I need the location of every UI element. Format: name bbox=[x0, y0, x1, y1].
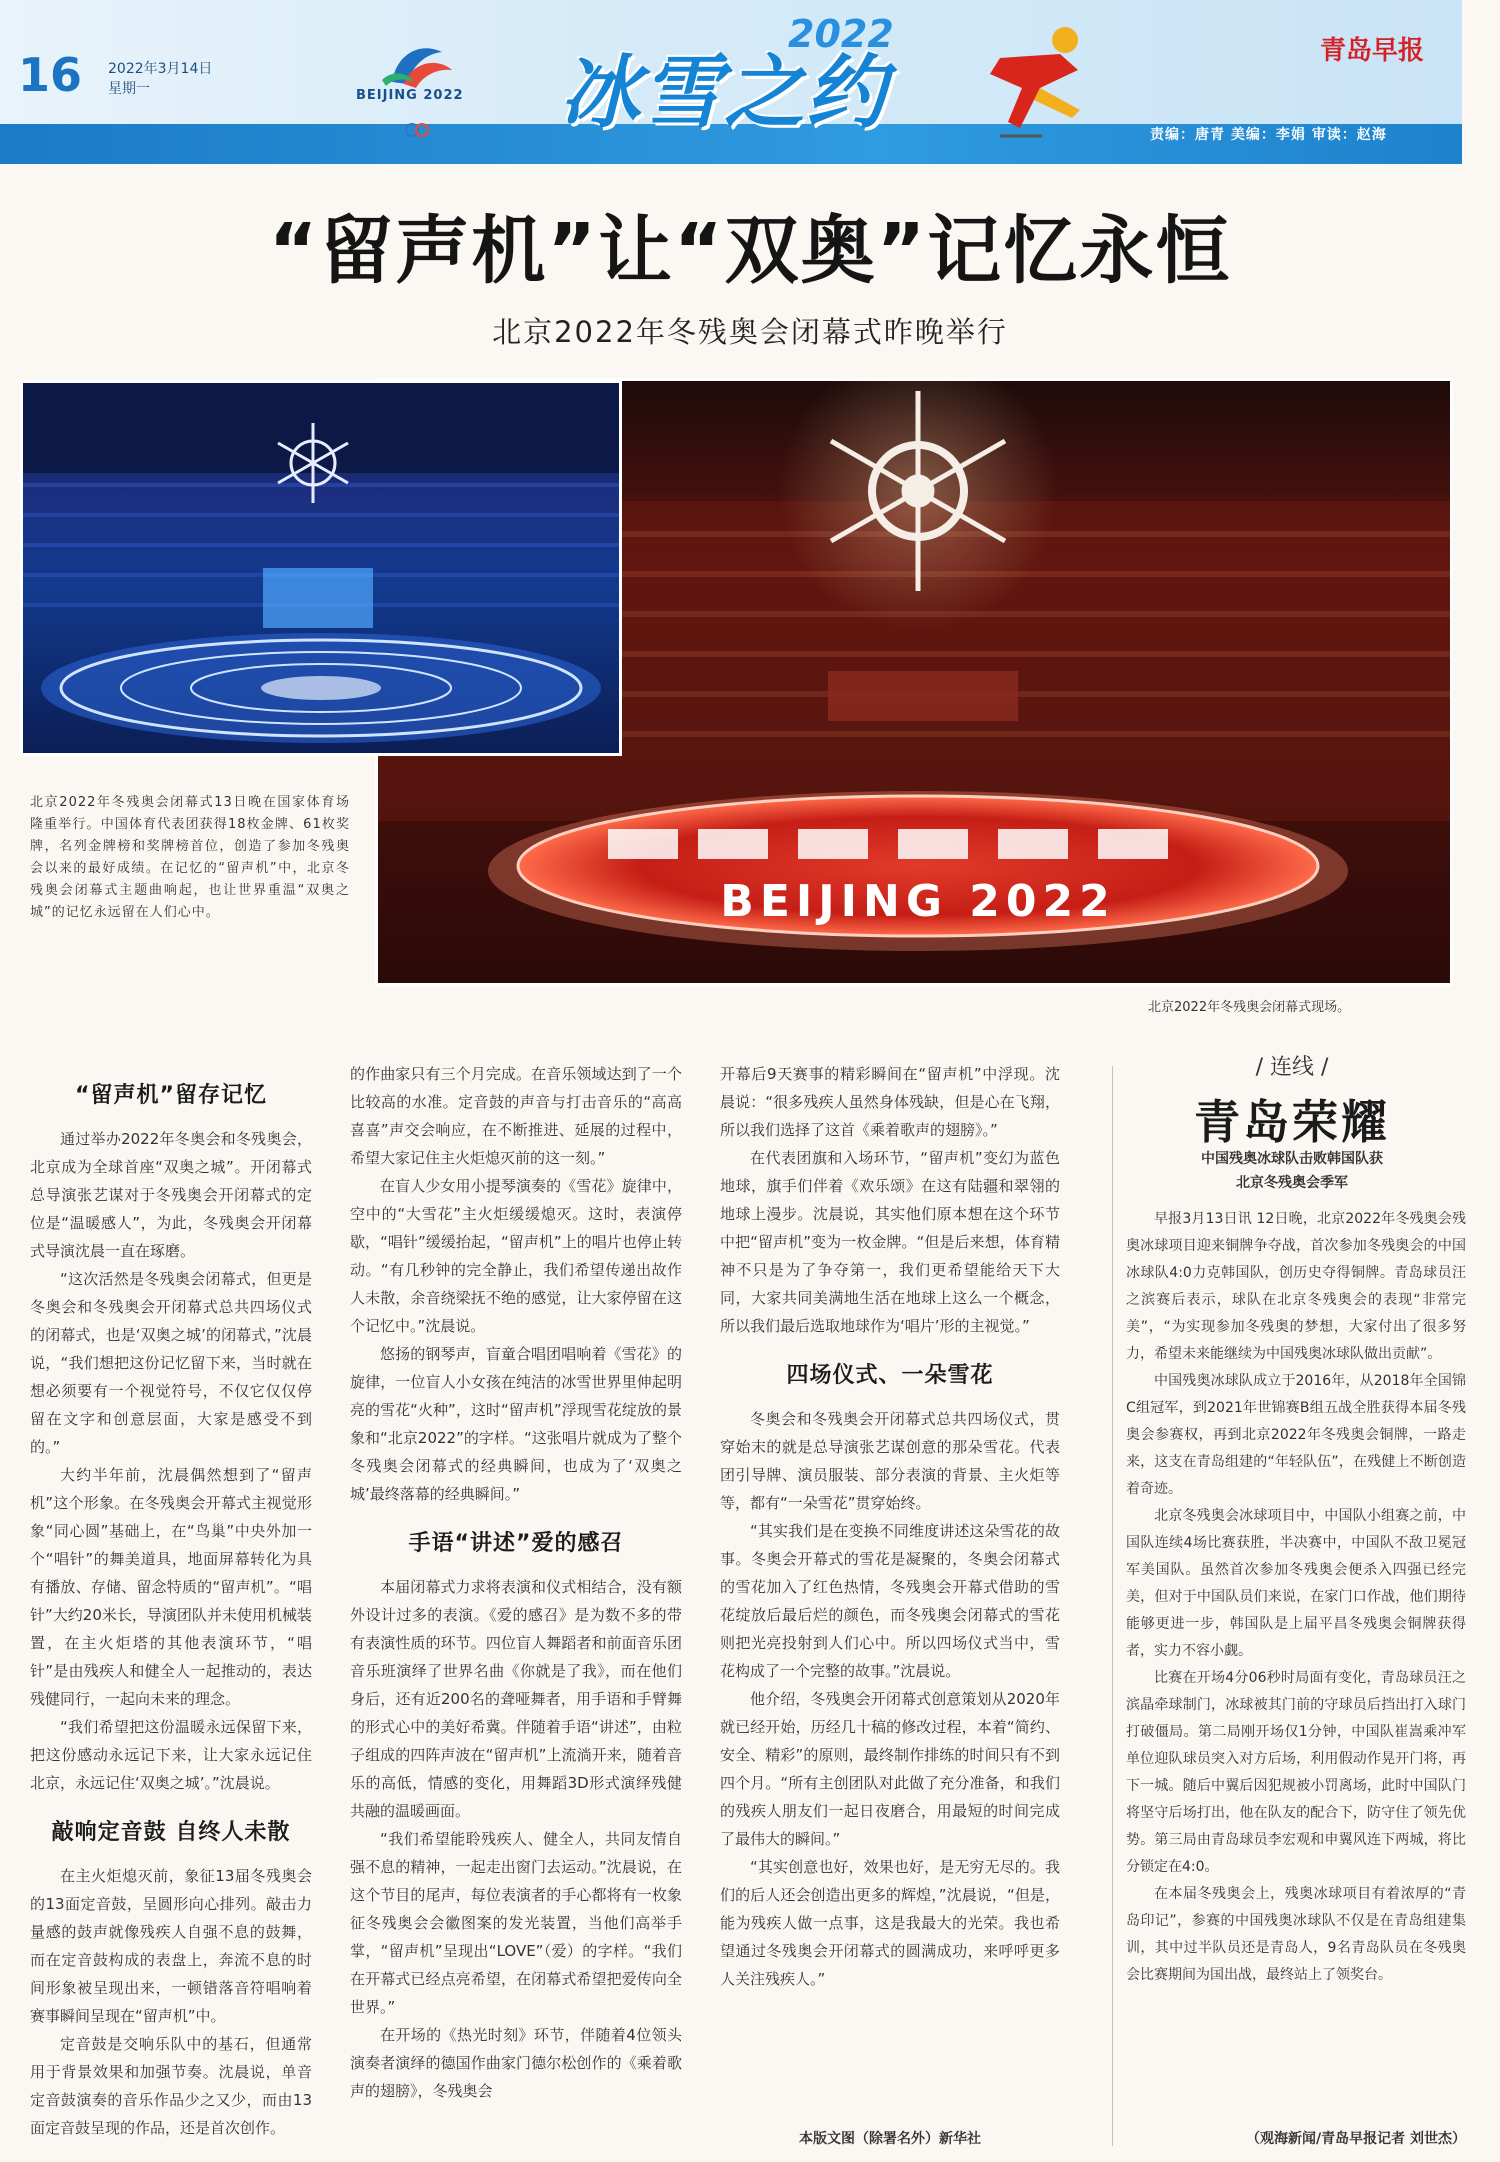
sidebar-body bbox=[1126, 1206, 1466, 1989]
paragraph: “我们希望能聆残疾人、健全人，共同友情自强不息的精神，一起走出窗门去运动。”沈晨说，在这个节目的尾声，每位表演者的手心都将有一枚象征冬残奥会会徽图案的发光装置，当他们高举手掌，“留声机”呈现出“LOVE”（爱）的字样。“我们在开幕式已经点亮希望，在闭幕式希望把爱传向全世界。” bbox=[350, 1830, 682, 2016]
subheadline: 北京2022年冬残奥会闭幕式昨晚举行 bbox=[492, 315, 1008, 349]
article-byline: 本版文图（除署名外）新华社 bbox=[799, 2131, 981, 2147]
paragraph: 通过举办2022年冬奥会和冬残奥会，北京成为全球首座“双奥之城”。开闭幕式总导演张艺谋对于冬残奥会开闭幕式的定位是“温暖感人”，为此，冬残奥会开闭幕式导演沈晨一直在琢磨。 bbox=[30, 1130, 312, 1260]
paragraph: 本届闭幕式力求将表演和仪式相结合，没有额外设计过多的表演。《爱的感召》是为数不多的带有表演性质的环节。四位盲人舞蹈者和前面音乐团音乐班演绎了世界名曲《你就是了我》，而在他们身后，还有近200名的聋哑舞者，用手语和手臂舞的形式心中的美好希冀。伴随着手语“讲述”，由粒子组成的四阵声波在“留声机”上流淌开来，随着音乐的高低，情感的变化，用舞蹈3D形式演绎残健共融的温暖画面。 bbox=[350, 1578, 682, 1820]
article-column-3 bbox=[720, 1060, 1060, 1993]
paragraph: 早报3月13日讯 12日晚，北京2022年冬残奥会残奥冰球项目迎来铜牌争夺战，首次参加冬残奥会的中国冰球队4:0力克韩国队，创历史夺得铜牌。青岛球员汪之滨赛后表示，球队在北京冬残奥会的表现“非常完美”，“为实现参加冬残奥的梦想，大家付出了很多努力，希望未来能继续为中国残奥冰球队做出贡献”。 bbox=[1126, 1211, 1466, 1362]
section-heading: “留声机”留存记忆 bbox=[75, 1083, 267, 1108]
photo-credit-caption: 北京2022年冬残奥会闭幕式现场。 bbox=[1148, 1000, 1351, 1015]
photo-stadium-overview bbox=[20, 380, 622, 756]
sidebar-subtitle-line: 北京冬残奥会季军 bbox=[1236, 1175, 1348, 1191]
paragraph: 大约半年前，沈晨偶然想到了“留声机”这个形象。在冬残奥会开幕式主视觉形象“同心圆”基础上，在“鸟巢”中央外加一个“唱针”的舞美道具，地面屏幕转化为具有播放、存储、留念特质的“留声机”。“唱针”大约20米长，导演团队并未使用机械装置，在主火炬塔的其他表演环节，“唱针”是由残疾人和健全人一起推动的，表达残健同行，一起向未来的理念。 bbox=[30, 1466, 312, 1708]
sidebar-byline: （观海新闻/青岛早报记者 刘世杰） bbox=[1246, 2131, 1466, 2147]
publication-date bbox=[108, 58, 212, 98]
paragraph: 在开场的《热光时刻》环节，伴随着4位领头演奏者演绎的德国作曲家门德尔松创作的《乘着歌声的翅膀》，冬残奥会 bbox=[350, 2026, 682, 2100]
beijing-2022-logo-icon bbox=[352, 22, 472, 140]
photo-caption: 北京2022年冬残奥会闭幕式13日晚在国家体育场隆重举行。中国体育代表团获得18枚金牌、61枚奖牌，名列金牌榜和奖牌榜首位，创造了参加冬残奥会以来的最好成绩。在记忆的“留声机”中，北京冬残奥会闭幕式主题曲响起，也让世界重温“双奥之城”的记忆永远留在人们心中。 bbox=[30, 795, 350, 920]
headline: “留声机”让“双奥”记忆永恒 bbox=[268, 208, 1232, 294]
section-heading: 敲响定音鼓 自终人未散 bbox=[51, 1820, 291, 1845]
column-year: 2022 bbox=[788, 12, 894, 56]
paragraph: 他介绍，冬残奥会开闭幕式创意策划从2020年就已经开始，历经几十稿的修改过程，本着“简约、安全、精彩”的原则，最终制作排练的时间只有不到四个月。“所有主创团队对此做了充分准备，和我们的残疾人朋友们一起日夜磨合，用最短的时间完成了最伟大的瞬间。” bbox=[720, 1690, 1060, 1848]
article-column-1 bbox=[30, 1060, 312, 2142]
paragraph: 定音鼓是交响乐队中的基石，但通常用于背景效果和加强节奏。沈晨说，单音定音鼓演奏的音乐作品少之又少，而由13面定音鼓呈现的作品，还是首次创作。 bbox=[30, 2035, 312, 2137]
newspaper-name: 青岛早报 bbox=[1320, 36, 1425, 66]
paragraph: 的作曲家只有三个月完成。在音乐领域达到了一个比较高的水准。定音鼓的声音与打击音乐的“高高喜喜”声交会响应，在不断推进、延展的过程中，希望大家记住主火炬熄灭前的这一刻。” bbox=[350, 1065, 682, 1167]
paragraph: 在盲人少女用小提琴演奏的《雪花》旋律中，空中的“大雪花”主火炬缓缓熄灭。这时，表演停歇，“唱针”缓缓抬起，“留声机”上的唱片也停止转动。“有几秒钟的完全静止，我们希望传递出故作人未散，余音绕梁抚不绝的感觉，让大家停留在这个记忆中。”沈晨说。 bbox=[350, 1177, 682, 1335]
section-heading: 手语“讲述”爱的感召 bbox=[408, 1531, 624, 1556]
paragraph: 北京冬残奥会冰球项目中，中国队小组赛之前，中国队连续4场比赛获胜，半决赛中，中国队不敌卫冕冠军美国队。虽然首次参加冬残奥会便杀入四强已经完美，但对于中国队员们来说，在家门口作战，他们期待能够更进一步，韩国队是上届平昌冬残奥会铜牌获得者，实力不容小觑。 bbox=[1126, 1508, 1466, 1659]
paragraph: “其实创意也好，效果也好，是无穷无尽的。我们的后人还会创造出更多的辉煌，”沈晨说，“但是，能为残疾人做一点事，这是我最大的光荣。我也希望通过冬残奥会开闭幕式的圆满成功，来呼呼更多人关注残疾人。” bbox=[720, 1858, 1060, 1988]
article-column-2 bbox=[350, 1060, 682, 2105]
paragraph: “其实我们是在变换不同维度讲述这朵雪花的故事。冬奥会开幕式的雪花是凝聚的，冬奥会闭幕式的雪花加入了红色热情，冬残奥会开幕式借助的雪花绽放后最后烂的颜色，而冬残奥会闭幕式的雪花则把光亮投射到人们心中。所以四场仪式当中，雪花构成了一个完整的故事。”沈晨说。 bbox=[720, 1522, 1060, 1680]
paragraph: “这次活然是冬残奥会闭幕式，但更是冬奥会和冬残奥会开闭幕式总共四场仪式的闭幕式，也是‘双奥之城’的闭幕式，”沈晨说，“我们想把这份记忆留下来，当时就在想必须要有一个视觉符号，不仅它仅仅停留在文字和创意层面，大家是感受不到的。” bbox=[30, 1270, 312, 1456]
sidebar-kicker: / 连线 / bbox=[1255, 1055, 1329, 1080]
section-heading: 四场仪式、一朵雪花 bbox=[786, 1363, 994, 1388]
paragraph: 开幕后9天赛事的精彩瞬间在“留声机”中浮现。沈晨说：“很多残疾人虽然身体残缺，但是心在飞翔，所以我们选择了这首《乘着歌声的翅膀》。” bbox=[720, 1065, 1060, 1139]
paragraph: 冬奥会和冬残奥会开闭幕式总共四场仪式，贯穿始末的就是总导演张艺谋创意的那朵雪花。代表团引导牌、演员服装、部分表演的背景、主火炬等等，都有“一朵雪花”贯穿始终。 bbox=[720, 1410, 1060, 1512]
sidebar-divider bbox=[1112, 1066, 1113, 2146]
weekday-text: 星期一 bbox=[108, 81, 150, 97]
editor-credits: 责编：唐青 美编：李娟 审读：赵海 bbox=[1150, 127, 1387, 143]
stadium-illustration bbox=[23, 383, 619, 753]
stage-text: BEIJING 2022 bbox=[720, 876, 1116, 927]
sidebar-title: 青岛荣耀 bbox=[1194, 1095, 1390, 1149]
paragraph: 比赛在开场4分06秒时局面有变化，青岛球员汪之滨晶牵球制门，冰球被其门前的守球员后挡出打入球门打破僵局。第二局刚开场仅1分钟，中国队崔嵩乘冲军单位迎队球员突入对方后场，利用假动作晃开门将，再下一城。随后中翼后因犯规被小罚离场，此时中国队门将坚守后场打出，他在队友的配合下，防守住了领先优势。第三局由青岛球员李宏观和申翼风连下两城，将比分锁定在4:0。 bbox=[1126, 1670, 1466, 1875]
games-logo-text: BEIJING 2022 bbox=[356, 88, 464, 103]
column-title: 冰雪之约 bbox=[560, 45, 888, 139]
paragraph: 在本届冬残奥会上，残奥冰球项目有着浓厚的“青岛印记”，参赛的中国残奥冰球队不仅是在青岛组建集训，其中过半队员还是青岛人，9名青岛队员在冬残奥会比赛期间为国出战，最终站上了领奖台。 bbox=[1126, 1886, 1466, 1983]
sidebar-subtitle-line: 中国残奥冰球队击败韩国队获 bbox=[1201, 1151, 1383, 1167]
page-number: 16 bbox=[18, 48, 83, 102]
paragraph: 在主火炬熄灭前，象征13届冬残奥会的13面定音鼓，呈圆形向心排列。敲击力量感的鼓声就像残疾人自强不息的鼓舞，而在定音鼓构成的表盘上，奔流不息的时间形象被呈现出来，一顿错落音符唱响着赛事瞬间呈现在“留声机”中。 bbox=[30, 1867, 312, 2025]
paragraph: 中国残奥冰球队成立于2016年，从2018年全国锦C组冠军，到2021年世锦赛B组五战全胜获得本届冬残奥会参赛权，再到北京2022年冬残奥会铜牌，一路走来，这支在青岛组建的“年轻队伍”，在残健上不断创造着奇迹。 bbox=[1126, 1373, 1466, 1497]
paragraph: 在代表团旗和入场环节，“留声机”变幻为蓝色地球，旗手们伴着《欢乐颂》在这有陆疆和翠翎的地球上漫步。沈晨说，其实他们原本想在这个环节中把“留声机”变为一枚金牌。“但是后来想，体育精神不只是为了争夺第一，我们更希望能给天下大同，大家共同美满地生活在地球上这么一个概念，所以我们最后选取地球作为‘唱片’形的主视觉。” bbox=[720, 1149, 1060, 1335]
paragraph: “我们希望把这份温暖永远保留下来，把这份感动永远记下来，让大家永远记住北京，永远记住‘双奥之城’。”沈晨说。 bbox=[30, 1718, 312, 1792]
speed-skater-icon bbox=[960, 18, 1110, 148]
paragraph: 悠扬的钢琴声，盲童合唱团唱响着《雪花》的旋律，一位盲人小女孩在纯洁的冰雪世界里伸起明亮的雪花“火种”，这时“留声机”浮现雪花绽放的景象和“北京2022”的字样。“这张唱片就成为了整个冬残奥会闭幕式的经典瞬间，也成为了‘双奥之城’最终落幕的经典瞬间。” bbox=[350, 1345, 682, 1503]
date-text: 2022年3月14日 bbox=[108, 61, 213, 77]
